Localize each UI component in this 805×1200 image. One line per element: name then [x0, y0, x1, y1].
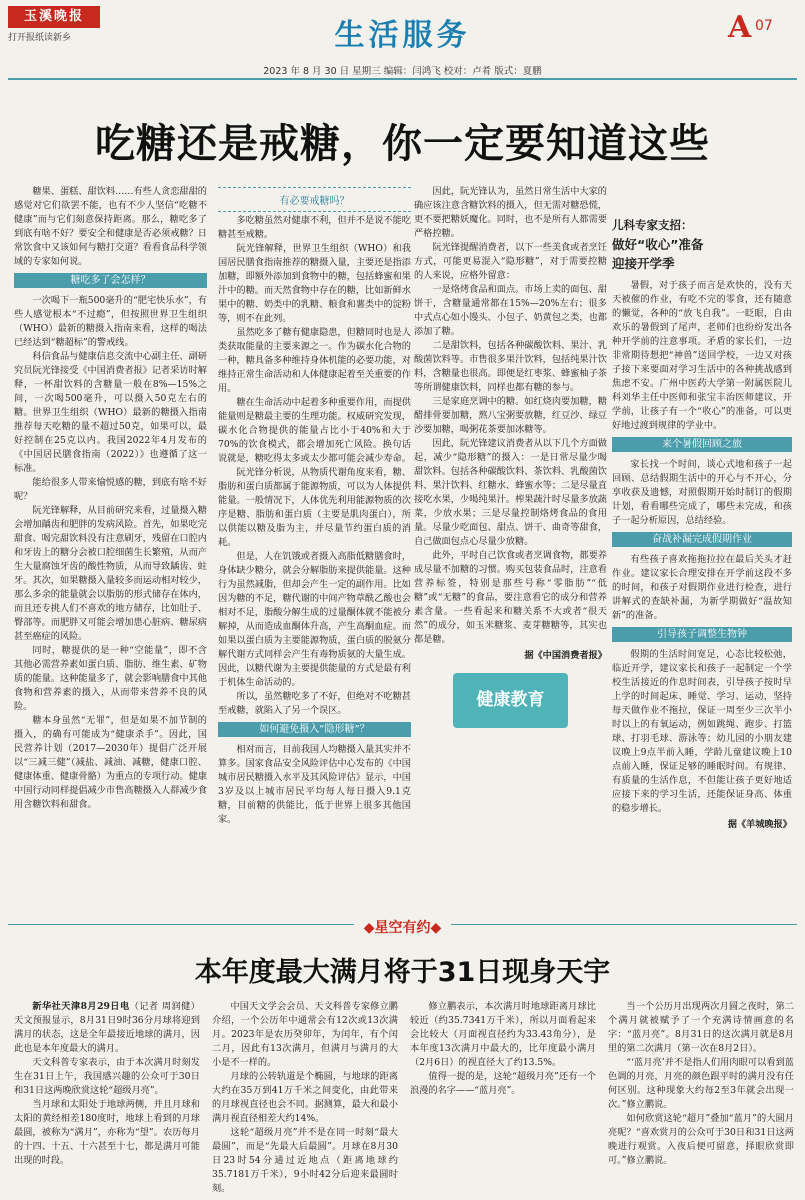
- paragraph: 家长找一个时间，谈心式地和孩子一起回顾、总结假期生活中的开心与不开心，分享收获及遗憾，对照假期开始时制订的假期计划，看看哪些完成了，哪些未完成，和孩子一起分析原因，总结经验。: [612, 459, 792, 526]
- paragraph: 阮光锋解释，从目前研究来看，过量摄入糖会增加龋齿和肥胖的发病风险。首先，如果吃完甜食、喝完甜饮料没有注意刷牙，残留在口腔内和牙齿上的糖分会被口腔细菌生长繁殖，从而产生大量腐蚀牙齿的酸性物质，从而导致龋齿、蛀牙。其次，如果糖摄入量较多而运动相对较少，那么多余的能量就会以脂肪的形式储存在体内，而且还专挑人们不喜欢的地方储存，比如肚子、臀部等。而肥胖又可能会增加患心脏病、糖尿病甚至癌症的风险。: [14, 505, 207, 642]
- paragraph: （记者 周润健）天文预报显示，8月31日9时36分月球将迎到满月的状态，这是全年最接近地球的满月，因此也是本年度最大的满月。: [14, 1001, 200, 1054]
- subheading-hidden-sugar: 如何避免摄入“隐形糖”？: [218, 722, 411, 737]
- paragraph: 因此，阮光锋认为，虽然日常生活中大家的确应该注意含糖饮料的摄入，但无需对糖恐慌，更不要把糖妖魔化。同时，也不是所有人都需要严格控糖。: [414, 186, 607, 239]
- paragraph: 虽然吃多了糖有健康隐患，但糖同时也是人类获取能量的主要来源之一。作为碳水化合物的一种，糖具备多种维持身体机能的必要功能，对维持正常生命活动和人体健康起着至关重要的作用。: [218, 327, 411, 394]
- article-source: 据《中国消费者报》: [524, 650, 607, 661]
- subheading-homework: 奋战补漏完成假期作业: [612, 532, 792, 547]
- page-number: 07: [755, 18, 773, 34]
- paragraph: 月球的公转轨道是个椭圆，与地球的距离大约在35万到41万千米之间变化，由此带来的月球视直径也会不同。据测算，最大和最小满月视直径相差大约14%。: [212, 1071, 398, 1124]
- paragraph: 当一个公历月出现两次月圆之夜时，第二个满月就被赋予了一个充满诗情画意的名字：“蓝月亮”。8月31日的这次满月就是8月里的第二次满月（第一次在8月2日）。: [608, 1001, 794, 1054]
- main-headline: 吃糖还是戒糖，你一定要知道这些: [95, 121, 710, 167]
- header-rule: [8, 78, 797, 80]
- paragraph: “‘蓝月亮’并不是指人们用肉眼可以看到蓝色调的月亮，月亮的颜色跟平时的满月没有任何区别。这种现象大约每2至3年就会出现一次。”修立鹏说。: [608, 1057, 794, 1110]
- paragraph: 中国天文学会会员、天文科普专家修立鹏介绍，一个公历年中通常会有12次或13次满月。2023年是农历癸卯年，为闰年，有个闰二月，因此有13次满月，但满月与满月的大小是不一样的。: [212, 1001, 398, 1068]
- paragraph: 三是家庭烹调中的糖。如红烧肉要加糖，糖醋排骨要加糖，熬八宝粥要放糖，红豆沙、绿豆沙要加糖，喝粥花茶要加冰糖等。: [414, 396, 607, 435]
- article-column-2: [218, 185, 411, 827]
- paragraph: 有些孩子喜欢拖拖拉拉在最后关头才赶作业。建议家长合理安排在开学前这段不多的时间，和孩子对假期作业进行检查，进行讲解式的查缺补漏，为新学期做好“温故知新”的准备。: [612, 554, 792, 621]
- paragraph: 当月球和太阳处于地球两侧，并且月球和太阳的黄经相差180度时，地球上看到的月球最圆，被称为“满月”，亦称为“望”。农历每月的十四、十五、十六甚至十七，都是满月可能出现的时段。: [14, 1099, 200, 1166]
- moon-column-2: [212, 1000, 398, 1196]
- paragraph: 能给很多人带来愉悦感的糖，到底有啥不好呢？: [14, 477, 207, 502]
- column-tag-label: ◆星空有约◆: [354, 920, 452, 936]
- paragraph: 一是烙烤食品和面点。市场上卖的面包、甜饼干，含糖量通常都在15%—20%左右；很多中式点心如小馒头、小包子、奶黄包之类，也都添加了糖。: [414, 284, 607, 337]
- paragraph: 阮光锋解释，世界卫生组织（WHO）和我国居民膳食指南推荐的糖摄入量，主要还是指添加糖，即额外添加到食物中的糖，包括蜂蜜和果汁中的糖。而天然食物中存在的糖，比如新鲜水果中的糖、奶类中的乳糖、粮食和薯类中的淀粉等，则不在此列。: [218, 243, 411, 324]
- paragraph: 但是，人在饥饿或者摄入高脂低糖膳食时，身体缺少糖分，就会分解脂肪来提供能量。这种行为虽然减脂，但却会产生一定的副作用。比如因为糖的不足，糖代谢的中间产物草酰乙酸也会相对不足，脂酸分解生成的过量酮体就不能被分解掉，从而造成血酮体升高，产生高酮血症。而如果以蛋白质为主要能源物质，蛋白质的脱氨分解代谢方式同样会产生有毒物质氨的大量生成。因此，以糖代谢为主要提供能量的方式是最有利于机体生命活动的。: [218, 551, 411, 688]
- paragraph: 同时，糖提供的是一种“空能量”，即不含其他必需营养素如蛋白质、脂肪、维生素、矿物质的能量。这种能量多了，就会影响膳食中其他食物和营养素的摄入，从而带来营养不良的风险。: [14, 645, 207, 712]
- paragraph: 所以，虽然糖吃多了不好，但绝对不吃糖甚至戒糖，就陷入了另一个误区。: [218, 691, 411, 716]
- paragraph: 值得一提的是，这轮“超级月亮”还有一个浪漫的名字——“蓝月亮”。: [410, 1071, 596, 1096]
- sidebar-headline-line2: 做好“收心”准备: [612, 237, 704, 252]
- column-tag: [0, 917, 805, 937]
- paragraph: 暑假，对于孩子而言是欢快的，没有天天被催的作业，有吃不完的零食，还有随意的懒觉，各种的“放飞自我”。一眨眼，自由欢乐的暑假到了尾声，老师们也纷纷发出各种开学前的注意事项。矛盾的家长们，一边非常期待想把“神兽”送回学校，一边又对孩子接下来要面对学习生活中的各种挑战感到焦虑不安。广州中医药大学第一附属医院儿科刘华主任中医师和张宝丰治医师建议，开学前，让孩子有一个“收心”的准备，可以更好地过渡到规律的学业中。: [612, 280, 792, 431]
- newspaper-logo: 玉溪晚报: [8, 6, 100, 28]
- paragraph: 此外，平时自己饮食或者烹调食物，都要养成尽量不加糖的习惯。购买包装食品时，注意看营养标签，特别是那些号称“零脂肪”“低糖”或“无糖”的食品，要注意看它的成分和营养素含量。一些看起来和糖关系不大或者“很天然”的成分，如玉米糖浆、麦芽糖糖等，其实也都是糖。: [414, 550, 607, 645]
- paragraph: 糖本身虽然“无罪”，但是如果不加节制的摄入，的确有可能成为“健康杀手”。因此，国民营养计划（2017—2030年）提倡广泛开展以“三减三健”（减盐、减油、减糖，健康口腔、健康体重、健康骨骼）为重点的专项行动。健康中国行动同样提倡减少市售高糖摄入人群减少食用含糖饮料和甜食。: [14, 715, 207, 810]
- moon-column-1: [14, 1000, 200, 1168]
- section-title: 生活服务: [334, 18, 471, 53]
- issue-info: 2023 年 8 月 30 日 星期三 编辑：闫鸿飞 校对：卢肴 版式：夏鹏: [263, 66, 542, 77]
- moon-headline: 本年度最大满月将于31日现身天宇: [194, 957, 611, 988]
- newspaper-slogan: 打开报纸读新乡: [8, 33, 72, 43]
- article-source: 据《羊城晚报》: [727, 819, 792, 830]
- subheading-biological-clock: 引导孩子调整生物钟: [612, 627, 792, 642]
- paragraph: 阮光锋分析说，从物质代谢角度来看，糖、脂肪和蛋白质都属于能源物质，可以为人体提供能量。一般情况下，人体优先利用能源物质的次序是糖、脂肪和蛋白质（主要是肌肉蛋白），所以供能以糖及脂为主，并尽量节约蛋白质的消耗。: [218, 467, 411, 548]
- sidebar-headline-line1: 儿科专家支招：: [612, 218, 693, 232]
- dateline: 新华社天津8月29日电: [32, 1001, 130, 1012]
- paragraph: 阮光锋提醒消费者，以下一些美食或者烹饪方式，可能更易混入“隐形糖”，对于需要控糖的人来说，应格外留意：: [414, 242, 607, 281]
- divider: [218, 211, 411, 212]
- article-intro: 糖果、蛋糕、甜饮料……有些人贪恋甜甜的感觉对它们欲罢不能，也有不少人坚信“吃糖不健康”而与它们刻意保持距离。那么，糖吃多了到底有啥不好？要安全和健康是否必须戒糖？日常饮食中又该如何与糖打交道？看看食品科学领域的专家如何说。: [14, 186, 207, 267]
- article-column-3: [414, 185, 607, 728]
- paragraph: 如何欣赏这轮“超月”叠加“蓝月”的大圆月亮呢？“喜欢赏月的公众可于30日和31日这两晚进行观赏。入夜后便可留意，择眼欣赏即可。”修立鹏说。: [608, 1113, 794, 1166]
- sidebar-headline: [612, 216, 792, 273]
- subheading-quit-sugar: 有必要戒糖吗？: [279, 196, 350, 207]
- paragraph: 天文科普专家表示，由于本次满月时刻发生在31日上午，我国感兴趣的公众可于30日和31日这两晚欣赏这轮“超级月亮”。: [14, 1057, 200, 1096]
- moon-column-3: [410, 1000, 596, 1098]
- subheading-review: 来个暑假回顾之旅: [612, 437, 792, 452]
- paragraph: 假期的生活时间宽足，心态比较松弛，临近开学，建议家长和孩子一起制定一个学校生活接近的作息时间表，引导孩子按时早上学的时间起床、睡觉、学习、运动，坚持每天做作业不拖拉，保证一周至少三次半小时以上的有氧运动，例如跳绳、跑步、打篮球、打羽毛球、游泳等；幼儿园的小朋友建议晚上9点半前入睡，学龄儿童建议晚上10点前入睡，保证足够的睡眠时间。有规律、有质量的生活作息，不但能让孩子更好地适应接下来的学习生活，还能保证身高、体重的稳步增长。: [612, 649, 792, 814]
- health-education-badge: 健康教育: [453, 673, 568, 728]
- sidebar-headline-line3: 迎接开学季: [612, 256, 675, 271]
- paragraph: 多吃糖虽然对健康不利，但并不是说不能吃糖甚至戒糖。: [218, 215, 411, 240]
- page-letter: A: [728, 10, 752, 45]
- article-column-1: [14, 185, 207, 812]
- moon-column-4: [608, 1000, 794, 1168]
- paragraph: 一次喝下一瓶500毫升的“肥宅快乐水”，有些人感觉根本“不过瘾”，但按照世界卫生组织（WHO）最新的糖摄入指南来看，这样的喝法已经达到“糖超标”的警戒线。: [14, 295, 207, 348]
- paragraph: 二是甜饮料，包括各种碳酸饮料、果汁、乳酸菌饮料等。市售很多果汁饮料，包括纯果汁饮料，含糖量也很高。即便是红枣浆、蜂蜜柚子茶等所谓健康饮料，同样也都有糖的参与。: [414, 340, 607, 393]
- divider: [218, 187, 411, 188]
- sidebar-article: [612, 210, 792, 830]
- paragraph: 相对而言，目前我国人均糖摄入量其实并不算多。国家食品安全风险评估中心发布的《中国城市居民糖摄入水平及其风险评估》显示，中国3岁及以上城市居民平均每人每日摄入9.1克糖，目前糖的供能比，低于世界上很多其他国家。: [218, 744, 411, 825]
- paragraph: 这轮“超级月亮”并不是在同一时刻“最大最圆”，而是“先最大后最圆”。月球在8月30日23时54分通过近地点（距离地球约35.7181万千米），9小时42分后迎来最圆时刻。: [212, 1127, 398, 1194]
- subheading-sugar-effects: 糖吃多了会怎样？: [14, 273, 207, 288]
- paragraph: 科信食品与健康信息交流中心副主任、副研究员阮光锋接受《中国消费者报》记者采访时解释，一杯甜饮料的含糖量一般在8%—15%之间，一次喝500毫升，可以摄入50克左右的糖。世界卫生组织（WHO）最新的糖摄入指南推荐每天吃糖的量不超过50克，如果可以，最好控制在25克以内。我国2022年4月发布的《中国居民膳食指南（2022）》也遵循了这一标准。: [14, 351, 207, 474]
- paragraph: 糖在生命活动中起着多种重要作用，而提供能量则是糖最主要的生理功能。权威研究发现，碳水化合物提供的能量占比小于40%和大于70%的饮食模式，都会增加死亡风险。换句话说就是，糖吃得太多或太少都可能会减少寿命。: [218, 397, 411, 464]
- paragraph: 因此，阮光锋建议消费者从以下几个方面做起，减少“隐形糖”的摄入：一是日常尽量少喝甜饮料。包括各种碳酸饮料、茶饮料、乳酸菌饮料、果汁饮料、红糖水、蜂蜜水等；二是尽量直接吃水果，少喝纯果汁。榨果蔬汁时尽量多放蔬菜，少放水果；三是尽量控制烙烤食品的食用量。尽量少吃面包、甜点、饼干、曲奇等甜食，自己做面包点心尽量少放糖。: [414, 438, 607, 547]
- paragraph: 修立鹏表示，本次满月时地球距离月球比较近（约35.7341万千米），所以月面看起来会比较大（月面视直径约为33.43角分），是本年度13次满月中最大的，比年度最小满月（2月6日）的视直径大了约13.5%。: [410, 1001, 596, 1068]
